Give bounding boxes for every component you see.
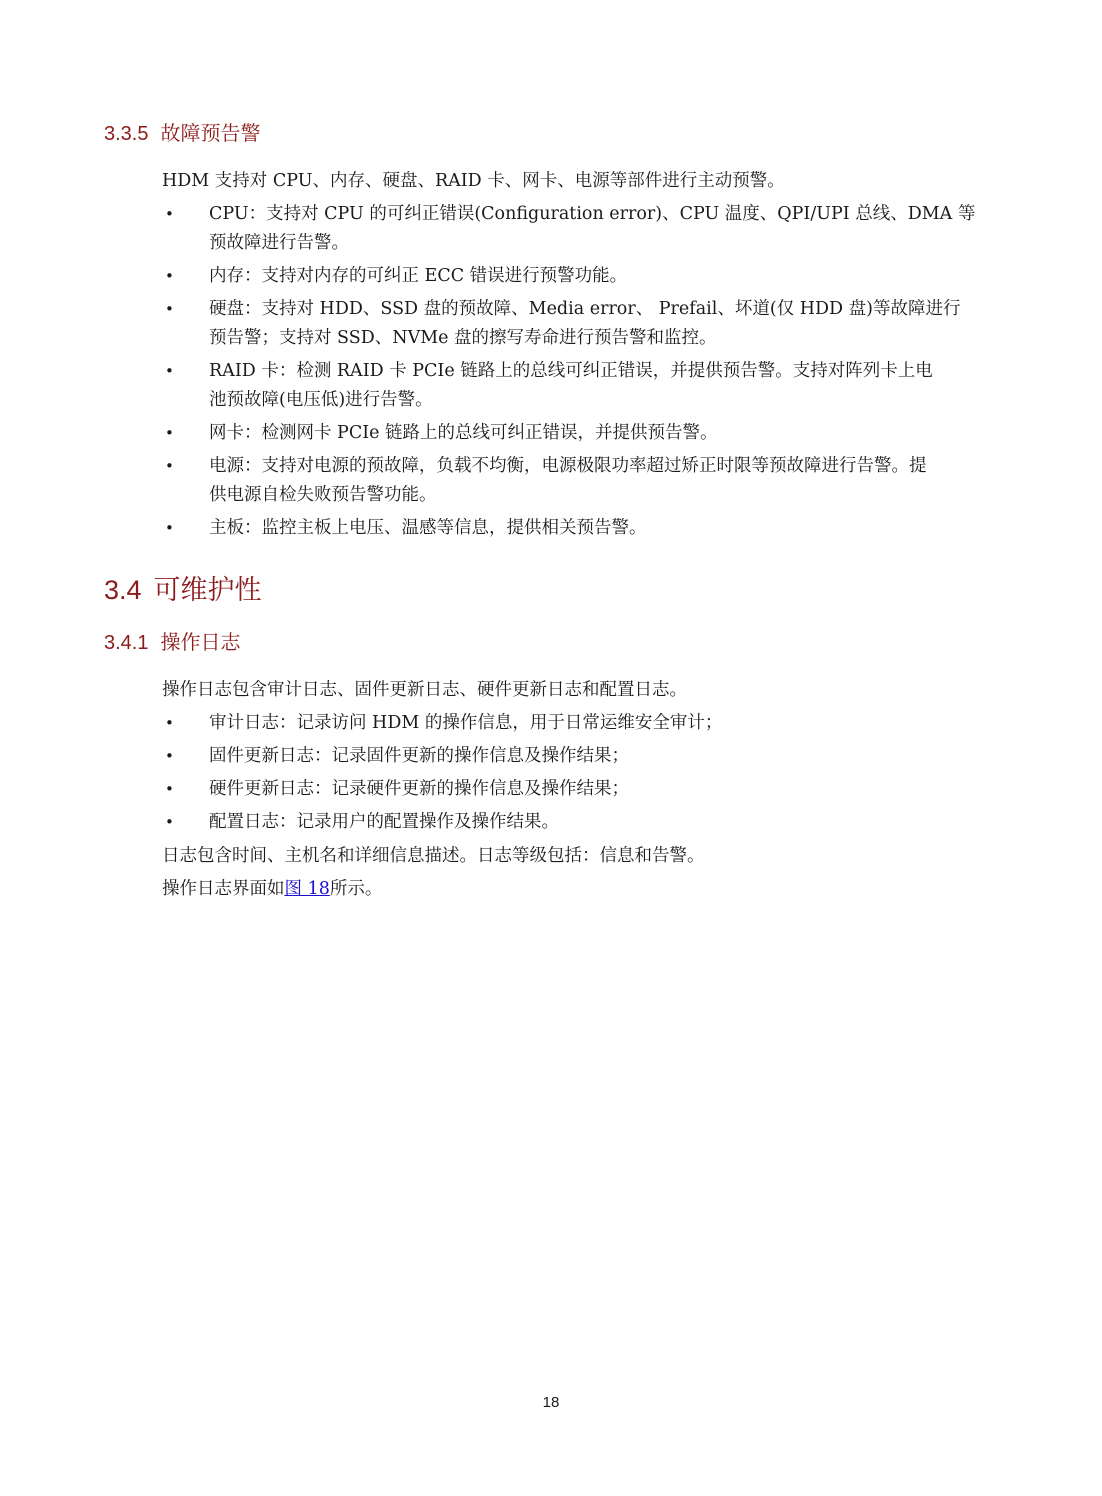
paragraph-intro-341: 操作日志包含审计日志、固件更新日志、硬件更新日志和配置日志。 [162,680,687,700]
bullet-icon: • [165,780,174,798]
bullet-list-341 [162,709,1002,841]
section-title: 可维护性 [153,575,262,605]
bullet-icon: • [165,519,174,537]
paragraph-intro-335: HDM 支持对 CPU、内存、硬盘、RAID 卡、网卡、电源等部件进行主动预警。 [162,171,785,191]
figure-18-link[interactable]: 图 18 [284,879,330,899]
section-heading-3-4-1 [104,626,240,655]
section-title: 故障预告警 [160,123,261,145]
list-item: • 电源：支持对电源的预故障，负载不均衡，电源极限功率超过矫正时限等预故障进行告警。提 供电源自检失败预告警功能。 [162,452,1002,510]
section-title: 操作日志 [160,632,241,654]
paragraph-log-levels: 日志包含时间、主机名和详细信息描述。日志等级包括：信息和告警。 [162,846,705,866]
bullet-icon: • [165,813,174,831]
list-item: • 主板：监控主板上电压、温感等信息，提供相关预告警。 [162,514,1002,543]
bullet-icon: • [165,362,174,380]
list-item: • CPU：支持对 CPU 的可纠正错误(Configuration error)、CPU 温度、QPI/UPI 总线、DMA 等 预故障进行告警。 [162,200,1002,258]
bullet-icon: • [165,205,174,223]
list-item: • 网卡：检测网卡 PCIe 链路上的总线可纠正错误，并提供预告警。 [162,419,1002,448]
list-item: • 内存：支持对内存的可纠正 ECC 错误进行预警功能。 [162,262,1002,291]
section-number: 3.3.5 [104,123,149,145]
section-number: 3.4.1 [104,632,149,654]
list-item: • 审计日志：记录访问 HDM 的操作信息，用于日常运维安全审计； [162,709,1002,738]
list-item: • 固件更新日志：记录固件更新的操作信息及操作结果； [162,742,1002,771]
section-heading-3-4 [104,568,262,607]
bullet-list-335 [162,200,1002,547]
section-heading-3-3-5 [104,117,260,146]
bullet-icon: • [165,300,174,318]
bullet-icon: • [165,267,174,285]
paragraph-figure-reference: 操作日志界面如图 18所示。 [162,879,383,899]
list-item: • 硬件更新日志：记录硬件更新的操作信息及操作结果； [162,775,1002,804]
bullet-icon: • [165,747,174,765]
list-item: • 配置日志：记录用户的配置操作及操作结果。 [162,808,1002,837]
list-item: • RAID 卡：检测 RAID 卡 PCIe 链路上的总线可纠正错误，并提供预告警。支持对阵列卡上电 池预故障(电压低)进行告警。 [162,357,1002,415]
bullet-icon: • [165,714,174,732]
bullet-icon: • [165,457,174,475]
page-number: 18 [542,1394,560,1411]
bullet-icon: • [165,424,174,442]
list-item: • 硬盘：支持对 HDD、SSD 盘的预故障、Media error、 Prefail、坏道(仅 HDD 盘)等故障进行 预告警；支持对 SSD、NVMe 盘的擦写寿命进行预告警和监控。 [162,295,1002,353]
section-number: 3.4 [104,575,142,605]
